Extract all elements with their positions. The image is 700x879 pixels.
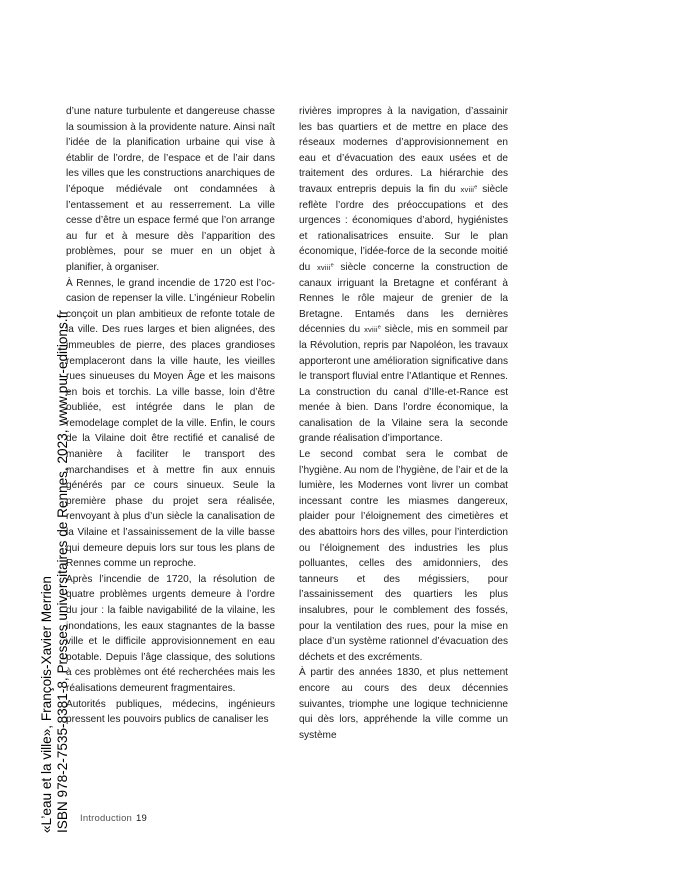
page-number: 19 [136,813,148,824]
left-text-column [66,104,275,728]
century-numeral: xviii [364,325,378,335]
left-paragraph-3: Après l’incendie de 1720, la résolution de quatre problèmes urgents demeure à l’ordre du jour : la faible navigabilité de la vilaine, les inondations, les eaux stagnantes de la basse ville et le difficile approvisionnement en eau potable. Depuis l’âge classique, des solutions à ces problèmes ont été recherchées mais les réalisations demeurent fragmentaires. [66,573,275,694]
century-numeral: xviii [460,184,475,194]
text-run: siècle concerne la construction de canaux irriguant la Bretagne et conférant à Rennes le rôle majeur de grenier de la Bretagne. Entamés dans les dernières décennies du [299,261,508,336]
left-paragraph-1: d’une nature turbulente et dangereuse chasse la soumission à la providente nature. Ainsi naît l’idée de la planification urbaine qui vise à établir de l’ordre, de l’espace et de l’air dans les villes que les constructions anarchiques de l’époque médiévale ont condamnées à l’entassement et au resserrement. La ville cesse d’être un espace fermé que l’on arrange au fur et à mesure dès l’apparition des problèmes, pour se muer en un objet à planifier, à organiser. [66,106,275,273]
text-run: siècle, mis en sommeil par la Révolution, repris par Napoléon, les travaux apporteront une amélioration significative dans le transport fluvial entre l’Atlantique et Rennes. La construction du canal d’Ille-et-Rance est menée à bien. Dans l’ordre économique, la canalisation de la Vilaine sera la seconde grande réalisation d’importance. [299,324,508,445]
century-suffix: e [474,184,478,191]
right-paragraph-2: Le second combat sera le combat de l’hygiène. Au nom de l’hygiène, de l’air et de la lumière, les Modernes vont livrer un combat incessant contre les miasmes dangereux, plaider pour l’éloignement des cimetières et des abattoirs hors des villes, pour l’interdiction ou l’éloignement des industries les plus polluantes, celles des amidonniers, des tanneurs et des mégissiers, pour l’assainissement des quartiers les plus insalubres, pour le comblement des fossés, pour la ventilation des rues, pour la mise en place d’un système rationnel d’évacuation des déchets et des excréments. [299,449,508,663]
right-paragraph-3: À partir des années 1830, et plus nettement encore au cours des deux décennies suivantes, triomphe une logique technicienne qui dès lors, appréhende la ville comme un système [299,667,508,741]
right-text-column [299,104,508,743]
text-run: rivières impropres à la navigation, d’assainir les bas quartiers et de mettre en place des réseaux modernes d’approvisionnement en eau et d’évacuation des eaux usées et de traitement des ordures. La hiérarchie des travaux entrepris depuis la fin du [299,106,508,195]
copyright-line-isbn: ISBN 978-2-7535-8381-8, Presses universitaires de Rennes, 2023, www.pur-editions.fr [55,310,70,833]
copyright-line-title: «L’eau et la ville», François-Xavier Merrien [39,576,54,833]
left-paragraph-4: Autorités publiques, médecins, ingénieurs pressent les pouvoirs publics de canaliser les [66,698,275,726]
right-paragraph-1 [299,104,508,447]
century-suffix: e [330,262,334,269]
running-footer-section: Introduction [80,813,133,824]
copyright-notice [39,310,71,833]
left-paragraph-2: À Rennes, le grand incendie de 1720 est l’occasion de repenser la ville. L’ingénieur Robelin conçoit un plan ambitieux de refonte totale de la ville. Des rues larges et bien alignées, des immeubles de pierre, des places grandioses remplaceront dans la ville haute, les vieilles rues sinueuses du Moyen Âge et les maisons en bois et torchis. La ville basse, loin d’être oubliée, est intégrée dans le plan de remodelage complet de la ville. Enfin, le cours de la Vilaine doit être rectifié et canalisé de manière à faciliter le transport des marchandises et à mettre fin aux ennuis générés par ce cours sinueux. Seule la première phase du projet sera réalisée, renvoyant à plus d’un siècle la canalisation de la Vilaine et l’assainissement de la ville basse qui demeure depuis lors sur tous les plans de Rennes comme un reproche. [66,277,275,570]
text-run: siècle reflète l’ordre des préoccupations et des urgences : économiques d’abord, hygiénistes et rationalisatrices ensuite. Sur le plan économique, l’idée-force de la seconde moitié du [299,183,508,273]
century-numeral: xviii [316,262,331,272]
page-footer [80,813,147,824]
century-suffix: e [377,324,381,331]
